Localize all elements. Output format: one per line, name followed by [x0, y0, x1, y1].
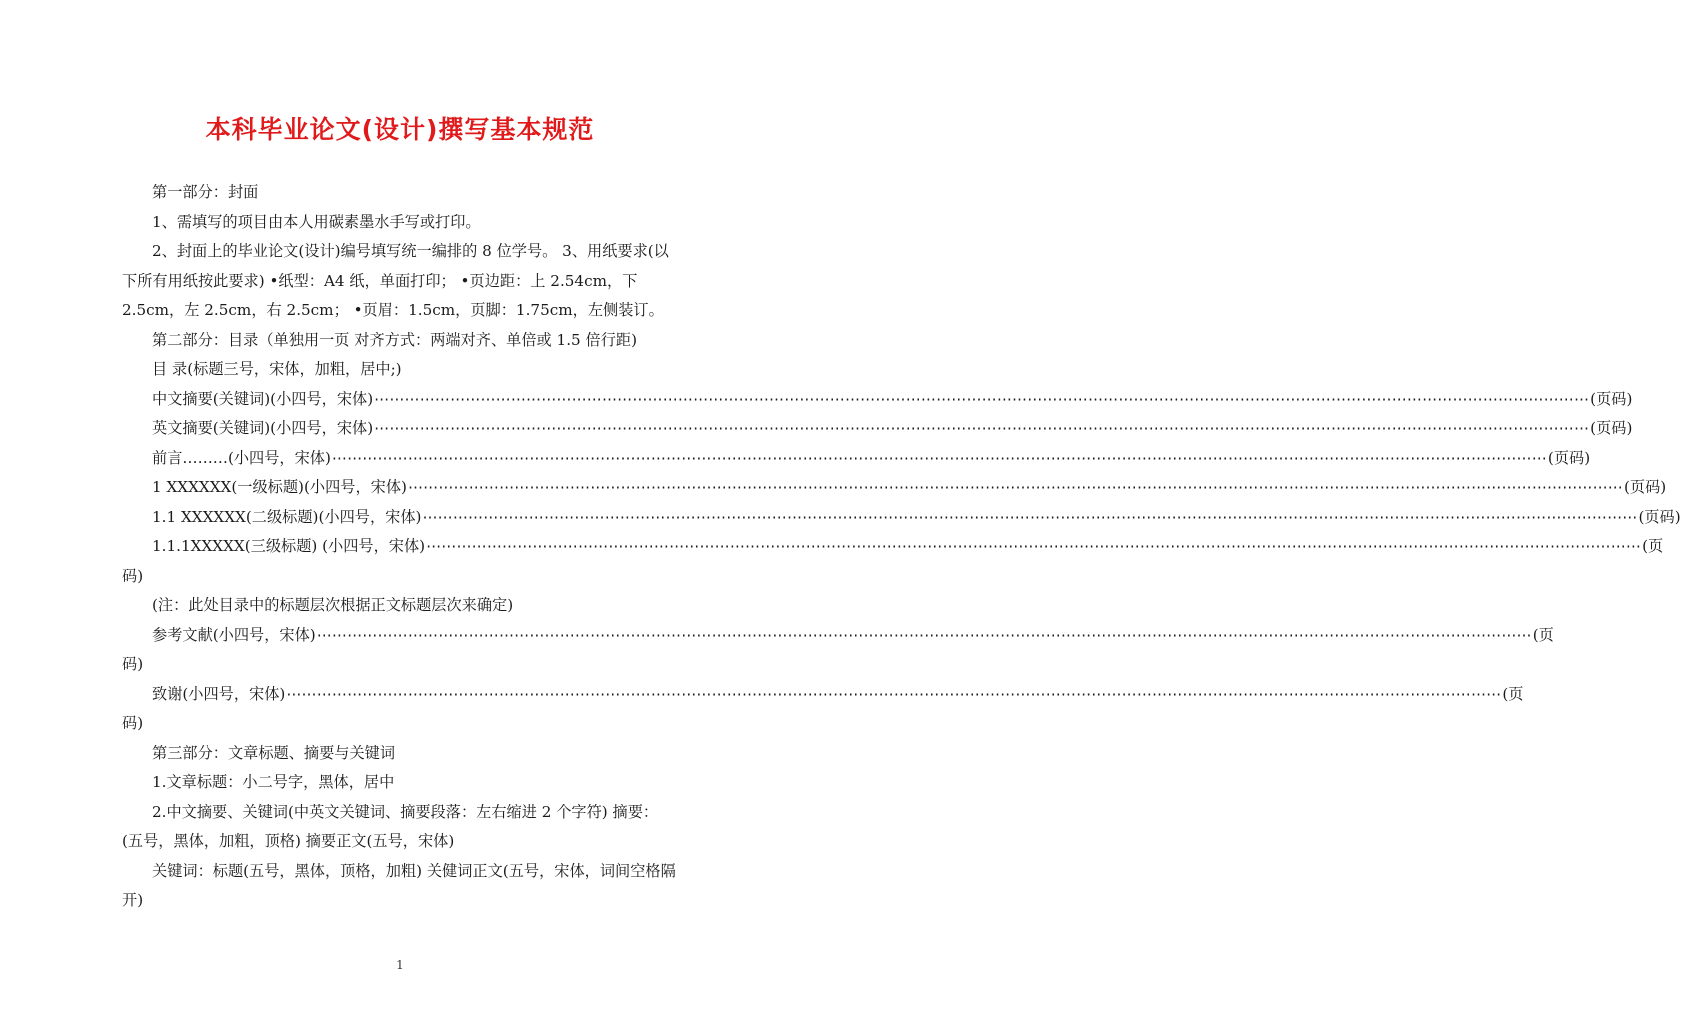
toc-entry-page-end: 码)	[122, 566, 144, 585]
toc-entry-label: 1 XXXXXX(一级标题)(小四号，宋体)	[152, 478, 407, 496]
toc-entry-label: 前言………(小四号，宋体)	[152, 448, 331, 467]
paragraph-keywords-format: 关键词：标题(五号，黑体，顶格，加粗) 关健词正文(五号，宋体，词间空格隔开)	[122, 861, 676, 909]
toc-leader-dots: ⋯⋯⋯⋯⋯⋯⋯⋯⋯⋯⋯⋯⋯⋯⋯⋯⋯⋯⋯⋯⋯⋯⋯⋯⋯⋯⋯⋯⋯⋯⋯⋯⋯⋯⋯⋯⋯⋯⋯⋯⋯⋯⋯⋯⋯⋯⋯⋯⋯⋯⋯⋯⋯⋯⋯⋯⋯⋯⋯⋯⋯⋯⋯⋯⋯⋯⋯⋯⋯⋯⋯⋯⋯⋯⋯⋯⋯⋯⋯⋯	[286, 684, 1502, 703]
toc-leader-dots: ⋯⋯⋯⋯⋯⋯⋯⋯⋯⋯⋯⋯⋯⋯⋯⋯⋯⋯⋯⋯⋯⋯⋯⋯⋯⋯⋯⋯⋯⋯⋯⋯⋯⋯⋯⋯⋯⋯⋯⋯⋯⋯⋯⋯⋯⋯⋯⋯⋯⋯⋯⋯⋯⋯⋯⋯⋯⋯⋯⋯⋯⋯⋯⋯⋯⋯⋯⋯⋯⋯⋯⋯⋯⋯⋯⋯⋯⋯⋯⋯	[407, 478, 1623, 496]
toc-entry-references	[122, 621, 1554, 651]
toc-entry-page-start: (页	[1502, 684, 1524, 703]
toc-entry-level1	[122, 473, 1667, 503]
toc-entry-chinese-abstract	[122, 385, 1633, 415]
paragraph-toc-title-format: 目 录(标题三号，宋体，加粗，居中;)	[152, 360, 402, 378]
toc-leader-dots: ⋯⋯⋯⋯⋯⋯⋯⋯⋯⋯⋯⋯⋯⋯⋯⋯⋯⋯⋯⋯⋯⋯⋯⋯⋯⋯⋯⋯⋯⋯⋯⋯⋯⋯⋯⋯⋯⋯⋯⋯⋯⋯⋯⋯⋯⋯⋯⋯⋯⋯⋯⋯⋯⋯⋯⋯⋯⋯⋯⋯⋯⋯⋯⋯⋯⋯⋯⋯⋯⋯⋯⋯⋯⋯⋯⋯⋯⋯⋯⋯	[331, 448, 1547, 467]
toc-entry-label: 致谢(小四号，宋体)	[152, 684, 286, 703]
toc-leader-dots: ⋯⋯⋯⋯⋯⋯⋯⋯⋯⋯⋯⋯⋯⋯⋯⋯⋯⋯⋯⋯⋯⋯⋯⋯⋯⋯⋯⋯⋯⋯⋯⋯⋯⋯⋯⋯⋯⋯⋯⋯⋯⋯⋯⋯⋯⋯⋯⋯⋯⋯⋯⋯⋯⋯⋯⋯⋯⋯⋯⋯⋯⋯⋯⋯⋯⋯⋯⋯⋯⋯⋯⋯⋯⋯⋯⋯⋯⋯⋯⋯	[374, 389, 1590, 408]
toc-entry-label: 1.1.1XXXXX(三级标题) (小四号，宋体)	[152, 537, 426, 555]
paragraph-article-title-format: 1.文章标题：小二号字，黑体，居中	[152, 773, 395, 791]
toc-entry-page-start: (页	[1642, 537, 1664, 555]
paragraph-fill-items: 1、需填写的项目由本人用碳素墨水手写或打印。	[152, 212, 481, 231]
toc-entry-level3	[122, 532, 1664, 562]
page-number: 1	[396, 958, 404, 972]
toc-leader-dots: ⋯⋯⋯⋯⋯⋯⋯⋯⋯⋯⋯⋯⋯⋯⋯⋯⋯⋯⋯⋯⋯⋯⋯⋯⋯⋯⋯⋯⋯⋯⋯⋯⋯⋯⋯⋯⋯⋯⋯⋯⋯⋯⋯⋯⋯⋯⋯⋯⋯⋯⋯⋯⋯⋯⋯⋯⋯⋯⋯⋯⋯⋯⋯⋯⋯⋯⋯⋯⋯⋯⋯⋯⋯⋯⋯⋯⋯⋯⋯⋯	[426, 537, 1642, 555]
toc-entry-page-start: (页	[1532, 625, 1554, 644]
toc-note: (注：此处目录中的标题层次根据正文标题层次来确定)	[152, 596, 514, 614]
toc-entry-acknowledgement	[122, 680, 1524, 710]
toc-entry-english-abstract	[122, 414, 1633, 444]
toc-entry-page-end: 码)	[122, 655, 144, 673]
toc-entry-label: 英文摘要(关键词)(小四号，宋体)	[152, 419, 374, 437]
toc-entry-page: (页码)	[1547, 448, 1591, 467]
toc-entry-label: 1.1 XXXXXX(二级标题)(小四号，宋体)	[152, 507, 422, 526]
toc-leader-dots: ⋯⋯⋯⋯⋯⋯⋯⋯⋯⋯⋯⋯⋯⋯⋯⋯⋯⋯⋯⋯⋯⋯⋯⋯⋯⋯⋯⋯⋯⋯⋯⋯⋯⋯⋯⋯⋯⋯⋯⋯⋯⋯⋯⋯⋯⋯⋯⋯⋯⋯⋯⋯⋯⋯⋯⋯⋯⋯⋯⋯⋯⋯⋯⋯⋯⋯⋯⋯⋯⋯⋯⋯⋯⋯⋯⋯⋯⋯⋯⋯	[316, 625, 1532, 644]
paragraph-cover-number: 2、封面上的毕业论文(设计)编号填写统一编排的 8 位学号。 3、用纸要求(以下所有用纸按此要求) •纸型：A4 纸，单面打印； •页边距：上 2.54cm，下 2.5cm，左 2.5cm，右 2.5cm； •页眉：1.5cm，页脚：1.75cm，左侧装订。	[122, 242, 669, 319]
toc-entry-page: (页码)	[1590, 419, 1633, 437]
document-title: 本科毕业论文(设计)撰写基本规范	[205, 115, 595, 144]
toc-entry-preface	[122, 444, 1591, 474]
toc-leader-dots: ⋯⋯⋯⋯⋯⋯⋯⋯⋯⋯⋯⋯⋯⋯⋯⋯⋯⋯⋯⋯⋯⋯⋯⋯⋯⋯⋯⋯⋯⋯⋯⋯⋯⋯⋯⋯⋯⋯⋯⋯⋯⋯⋯⋯⋯⋯⋯⋯⋯⋯⋯⋯⋯⋯⋯⋯⋯⋯⋯⋯⋯⋯⋯⋯⋯⋯⋯⋯⋯⋯⋯⋯⋯⋯⋯⋯⋯⋯⋯⋯	[374, 419, 1590, 437]
toc-entry-page: (页码)	[1623, 478, 1667, 496]
toc-entry-label: 中文摘要(关键词)(小四号，宋体)	[152, 389, 374, 408]
toc-entry-label: 参考文献(小四号，宋体)	[152, 625, 316, 644]
toc-entry-page: (页码)	[1638, 507, 1681, 526]
toc-entry-level2	[122, 503, 1681, 533]
paragraph-part1-heading: 第一部分：封面	[152, 183, 259, 201]
toc-entry-page: (页码)	[1590, 389, 1633, 408]
toc-leader-dots: ⋯⋯⋯⋯⋯⋯⋯⋯⋯⋯⋯⋯⋯⋯⋯⋯⋯⋯⋯⋯⋯⋯⋯⋯⋯⋯⋯⋯⋯⋯⋯⋯⋯⋯⋯⋯⋯⋯⋯⋯⋯⋯⋯⋯⋯⋯⋯⋯⋯⋯⋯⋯⋯⋯⋯⋯⋯⋯⋯⋯⋯⋯⋯⋯⋯⋯⋯⋯⋯⋯⋯⋯⋯⋯⋯⋯⋯⋯⋯⋯	[422, 507, 1638, 526]
paragraph-part3-heading: 第三部分：文章标题、摘要与关键词	[152, 743, 395, 762]
toc-entry-page-end: 码)	[122, 714, 144, 732]
document-body	[122, 178, 1681, 916]
paragraph-part2-heading: 第二部分：目录（单独用一页 对齐方式：两端对齐、单倍或 1.5 倍行距)	[152, 330, 637, 349]
paragraph-abstract-format: 2.中文摘要、关键词(中英文关键词、摘要段落：左右缩进 2 个字符) 摘要：(五号，黑体，加粗，顶格) 摘要正文(五号，宋体)	[122, 802, 659, 850]
